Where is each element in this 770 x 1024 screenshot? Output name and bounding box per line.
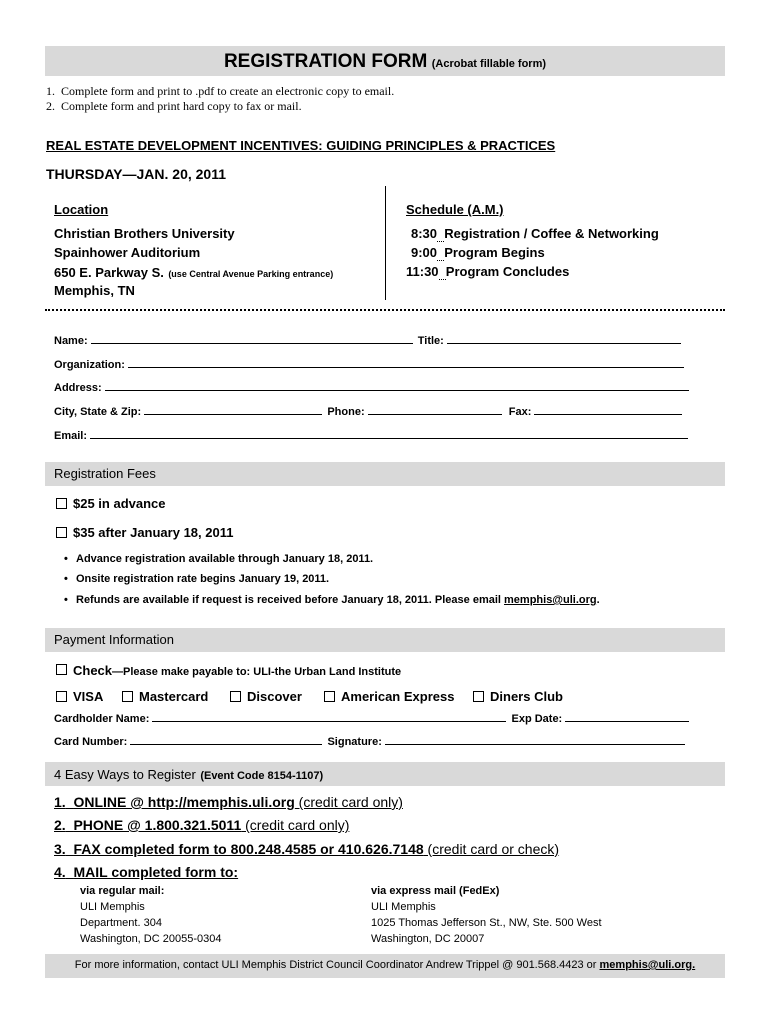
card-number-row: [54, 733, 685, 748]
express-mail-line-1: ULI Memphis: [371, 901, 436, 913]
location-schedule-divider: [385, 186, 386, 300]
phone-label: Phone:: [327, 406, 365, 418]
card-amex[interactable]: [324, 689, 454, 704]
email-label: Email:: [54, 430, 88, 442]
amex-checkbox[interactable]: [324, 691, 335, 702]
way-1-num: 1.: [54, 794, 66, 810]
visa-checkbox[interactable]: [56, 691, 67, 702]
register-heading: [54, 766, 323, 784]
form-title: [0, 51, 770, 73]
discover-checkbox[interactable]: [230, 691, 241, 702]
instruction-1: 1. Complete form and print to .pdf to create an electronic copy to email.: [46, 84, 395, 98]
card-number-field[interactable]: [130, 733, 322, 745]
way-fax[interactable]: [54, 841, 559, 857]
regular-mail-line-2: Department. 304: [80, 917, 162, 929]
express-mail-address: [371, 883, 602, 947]
express-mail-line-2: 1025 Thomas Jefferson St., NW, Ste. 500 West: [371, 917, 602, 929]
footer-message: For more information, contact ULI Memphis District Council Coordinator Andrew Trippel @ 901.568.4423 or: [74, 959, 600, 971]
way-1-note: (credit card only): [294, 794, 403, 810]
name-label: Name:: [54, 335, 88, 347]
schedule-item-2: [411, 245, 545, 260]
way-phone[interactable]: [54, 817, 349, 833]
title-field[interactable]: [447, 332, 681, 344]
fee-note-2: • Onsite registration rate begins January 19, 2011.: [76, 573, 329, 585]
schedule-item-3: [406, 264, 569, 279]
fees-heading: Registration Fees: [54, 466, 156, 481]
register-heading-text: 4 Easy Ways to Register: [54, 767, 196, 782]
fee-note-3-text: Refunds are available if request is received before January 18, 2011. Please email: [76, 594, 505, 606]
check-note: —Please make payable to: ULI-the Urban Land Institute: [112, 666, 402, 678]
card-discover[interactable]: [230, 689, 302, 704]
fee-note-3-period: .: [596, 594, 600, 606]
way-2-num: 2.: [54, 817, 66, 833]
name-title-row: [54, 332, 681, 347]
organization-row: [54, 356, 684, 371]
signature-field[interactable]: [385, 733, 685, 745]
schedule-label-2: Program Begins: [444, 245, 545, 260]
card-number-label: Card Number:: [54, 736, 128, 748]
schedule-label-3: Program Concludes: [445, 264, 570, 279]
regular-mail-heading: via regular mail:: [80, 885, 165, 897]
fee-option-advance[interactable]: [56, 496, 166, 511]
way-mail: [54, 864, 238, 880]
organization-field[interactable]: [128, 356, 684, 368]
regular-mail-line-3: Washington, DC 20055-0304: [80, 933, 222, 945]
way-4-num: 4.: [54, 864, 66, 880]
email-row: [54, 427, 688, 442]
amex-label: American Express: [341, 689, 455, 704]
way-3-text[interactable]: FAX completed form to 800.248.4585 or 410.626.7148: [73, 841, 424, 857]
fee-option-late[interactable]: [56, 525, 233, 540]
schedule-label-1: Registration / Coffee & Networking: [444, 226, 659, 241]
location-line2: Spainhower Auditorium: [54, 245, 201, 260]
fee-refund-email-link[interactable]: memphis@uli.org: [504, 594, 597, 606]
schedule-time-1: 8:30: [411, 226, 438, 241]
city-label: City, State & Zip:: [54, 406, 142, 418]
payment-heading: Payment Information: [54, 632, 174, 647]
location-heading: Location: [54, 202, 109, 217]
phone-field[interactable]: [368, 403, 502, 415]
card-mastercard[interactable]: [122, 689, 208, 704]
city-phone-fax-row: [54, 403, 682, 418]
footer-email-link[interactable]: memphis@uli.org.: [599, 959, 696, 971]
event-date: THURSDAY—JAN. 20, 2011: [46, 166, 227, 182]
schedule-time-2: 9:00: [411, 245, 438, 260]
way-1-text[interactable]: ONLINE @ http://memphis.uli.org: [73, 794, 295, 810]
fee-note-1: • Advance registration available through January 18, 2011.: [76, 553, 373, 565]
visa-label: VISA: [73, 689, 104, 704]
event-title: REAL ESTATE DEVELOPMENT INCENTIVES: GUIDING PRINCIPLES & PRACTICES: [46, 138, 556, 153]
title-label: Title:: [417, 335, 444, 347]
location-line1: Christian Brothers University: [54, 226, 235, 241]
way-3-num: 3.: [54, 841, 66, 857]
form-title-text: REGISTRATION FORM: [223, 51, 428, 72]
signature-label: Signature:: [327, 736, 382, 748]
form-subtitle: (Acrobat fillable form): [431, 58, 547, 70]
exp-field[interactable]: [565, 710, 689, 722]
cardholder-row: [54, 710, 689, 725]
fax-field[interactable]: [534, 403, 682, 415]
city-field[interactable]: [144, 403, 322, 415]
location-line4: Memphis, TN: [54, 283, 135, 298]
way-3-note: (credit card or check): [423, 841, 560, 857]
schedule-leader-3: [439, 264, 446, 280]
way-2-note: (credit card only): [241, 817, 350, 833]
fee-advance-checkbox[interactable]: [56, 498, 67, 509]
address-row: [54, 379, 689, 394]
way-4-text: MAIL completed form to:: [73, 864, 239, 880]
address-label: Address:: [54, 382, 102, 394]
location-line3: [54, 264, 333, 282]
regular-mail-line-1: ULI Memphis: [80, 901, 145, 913]
instruction-2: 2. Complete form and print hard copy to fax or mail.: [46, 99, 302, 113]
diners-label: Diners Club: [490, 689, 563, 704]
register-event-code: (Event Code 8154-1107): [200, 770, 324, 782]
mastercard-checkbox[interactable]: [122, 691, 133, 702]
mastercard-label: Mastercard: [139, 689, 209, 704]
fee-late-checkbox[interactable]: [56, 527, 67, 538]
card-diners[interactable]: [473, 689, 563, 704]
cardholder-label: Cardholder Name:: [54, 713, 150, 725]
card-visa[interactable]: [56, 689, 103, 704]
diners-checkbox[interactable]: [473, 691, 484, 702]
email-field[interactable]: [90, 427, 688, 439]
dotted-separator: [45, 309, 725, 311]
discover-label: Discover: [247, 689, 302, 704]
way-online[interactable]: [54, 794, 403, 810]
check-option[interactable]: [56, 662, 401, 680]
express-mail-line-3: Washington, DC 20007: [371, 933, 485, 945]
schedule-heading: Schedule (A.M.): [406, 202, 504, 217]
name-field[interactable]: [91, 332, 413, 344]
way-2-text[interactable]: PHONE @ 1.800.321.5011: [73, 817, 242, 833]
address-field[interactable]: [105, 379, 689, 391]
location-parking-note: (use Central Avenue Parking entrance): [168, 269, 334, 279]
schedule-time-3: 11:30: [406, 264, 439, 279]
check-label: Check: [73, 663, 113, 678]
fee-note-3: [76, 594, 600, 606]
organization-label: Organization:: [54, 359, 125, 371]
exp-label: Exp Date:: [511, 713, 563, 725]
location-street: 650 E. Parkway S.: [54, 265, 164, 280]
express-mail-heading: via express mail (FedEx): [371, 885, 500, 897]
fee-late-label: $35 after January 18, 2011: [73, 525, 234, 540]
regular-mail-address: [80, 883, 221, 947]
footer-text: [45, 959, 725, 971]
cardholder-field[interactable]: [152, 710, 506, 722]
check-checkbox[interactable]: [56, 664, 67, 675]
schedule-item-1: [411, 226, 659, 241]
fee-advance-label: $25 in advance: [73, 496, 166, 511]
fax-label: Fax:: [508, 406, 532, 418]
